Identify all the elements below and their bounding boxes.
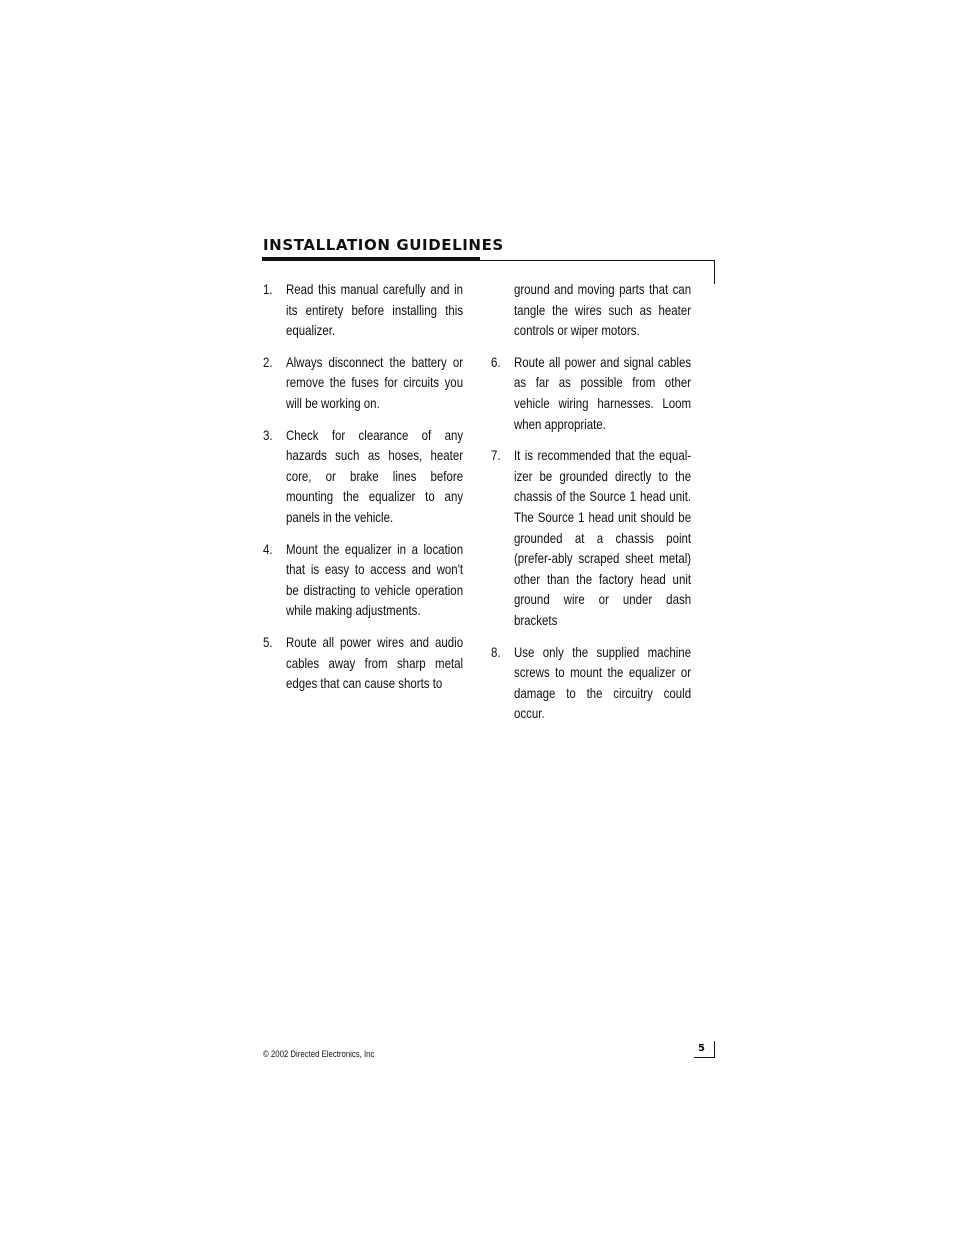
item-number: 2. [263,353,273,370]
item-number: 5. [263,633,273,650]
left-column [263,279,463,705]
page-number: 5 [698,1043,705,1054]
item-text: Use only the supplied machine screws to mount the equalizer or damage to the circuitry could occur. [513,643,692,722]
item-number: 7. [491,447,501,464]
page-number-rule [714,1041,715,1057]
header-rule [480,260,715,261]
list-item [263,539,463,621]
item-number: 1. [263,281,273,297]
item-text: It is recommended that the equal-izer be grounded directly to the chassis of the Source 1 head unit. The Source 1 head unit should be grounded at a chassis point (prefer-ably scraped sheet metal) other than the factory head unit ground wire or under dash brackets [513,447,692,628]
item-number: 3. [263,426,273,443]
right-column [491,279,691,735]
item-text: Mount the equalizer in a location that is easy to access and won't be distracting to vehicle operation while making adjustments. [285,540,464,619]
list-item [263,425,463,528]
item-text: Route all power wires and audio cables away from sharp metal edges that can cause shorts to [285,633,464,692]
header-rule-tick [714,260,715,284]
item-text: Always disconnect the battery or remove the fuses for circuits you will be working on. [285,353,464,411]
item-text: Route all power and signal cables as far as possible from other vehicle wiring harnesses. Loom when appropriate. [513,353,692,432]
item-text: Read this manual carefully and in its entirety before installing this equalizer. [285,281,464,339]
list-item [263,352,463,414]
item-text: Check for clearance of any hazards such as hoses, heater core, or brake lines before mounting the equalizer to any panels in the vehicle. [285,426,464,525]
item-number: 6. [491,353,501,370]
item-number: 4. [263,540,273,557]
page-number-rule [694,1057,715,1058]
list-item [491,352,691,434]
list-item [263,632,463,694]
page-title: INSTALLATION GUIDELINES [263,236,504,254]
list-item [491,642,691,724]
item-continuation: ground and moving parts that can tangle the wires such as heater controls or wiper motors. [513,281,692,339]
list-item [491,445,691,630]
list-item [263,279,463,341]
title-underline [262,257,480,261]
item-number: 8. [491,643,501,660]
copyright-notice: © 2002 Directed Electronics, Inc [263,1049,375,1060]
